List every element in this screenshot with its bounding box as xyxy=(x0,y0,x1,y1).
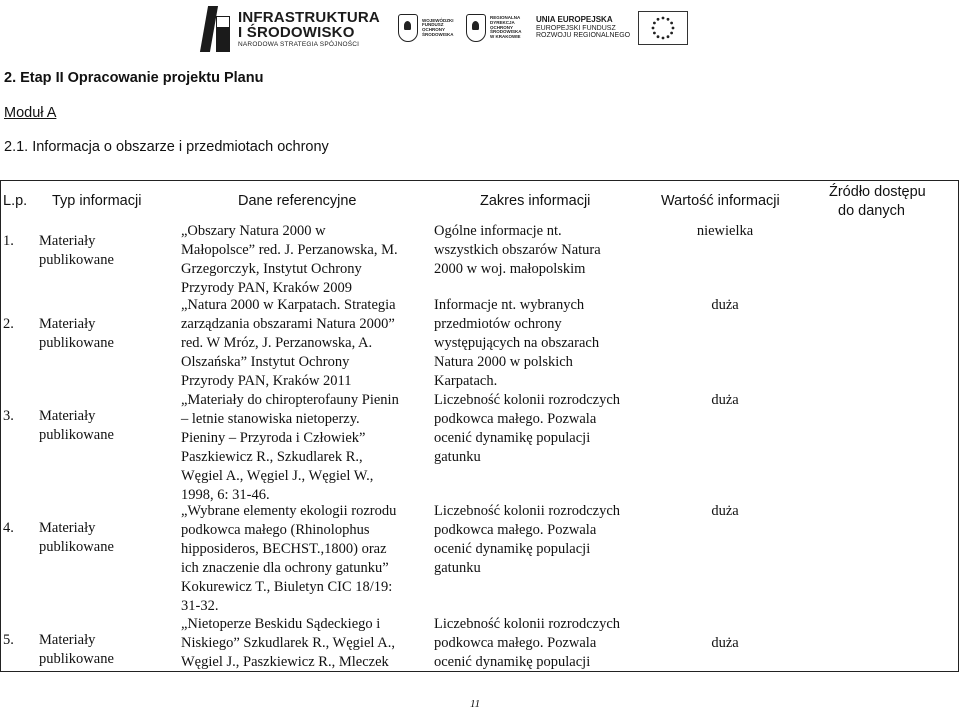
rdos-line: OCHRONY xyxy=(490,24,514,30)
table-row-2-typ: Materiały publikowane xyxy=(39,316,114,351)
table-row-1-wartosc: niewielka xyxy=(696,223,754,239)
wfos-line: FUNDUSZ xyxy=(422,22,444,28)
table-row-5-zakres: Liczebność kolonii rozrodczych podkowca małego. Pozwala ocenić dynamikę populacji xyxy=(434,616,621,670)
table-row-2-wartosc: duża xyxy=(711,297,739,313)
table-row-5-lp: 5. xyxy=(3,632,14,648)
infra-title-1: INFRASTRUKTURA xyxy=(238,8,380,26)
header-zrodlo-1: Źródło dostępu xyxy=(829,184,926,200)
table-row-4-zakres: Liczebność kolonii rozrodczych podkowca małego. Pozwala ocenić dynamikę populacji gatunku xyxy=(434,503,621,576)
table-row-4-lp: 4. xyxy=(3,520,14,536)
header-typ: Typ informacji xyxy=(52,193,142,209)
table-row-2-zakres: Informacje nt. wybranych przedmiotów ochrony występujących na obszarach Natura 2000 w polskich Karpatach. xyxy=(434,297,600,389)
rdos-logo xyxy=(466,11,522,45)
table-row-1-zakres: Ogólne informacje nt. wszystkich obszarów Natura 2000 w woj. małopolskim xyxy=(434,223,601,277)
table-row-2-lp: 2. xyxy=(3,316,14,332)
wfos-line: OCHRONY xyxy=(422,27,446,32)
rdos-emblem-icon xyxy=(466,14,486,42)
table-row-4-typ: Materiały publikowane xyxy=(39,520,114,555)
header-zrodlo-2: do danych xyxy=(838,203,905,219)
eu-flag-icon xyxy=(638,11,688,45)
infrastruktura-logo xyxy=(204,3,380,55)
rdos-line: ŚRODOWISKA xyxy=(490,29,522,35)
subsection-heading: 2.1. Informacja o obszarze i przedmiotach ochrony xyxy=(4,139,329,155)
table-row-3-lp: 3. xyxy=(3,408,14,424)
rdos-line: REGIONALNA xyxy=(490,15,521,21)
eu-line-3: ROZWOJU REGIONALNEGO xyxy=(536,32,631,40)
page-number: 11 xyxy=(470,698,481,710)
eu-line-2: EUROPEJSKI FUNDUSZ xyxy=(536,24,616,32)
module-heading: Moduł A xyxy=(4,105,57,121)
section-heading-etap: 2. Etap II Opracowanie projektu Planu xyxy=(4,70,264,86)
header-dane: Dane referencyjne xyxy=(238,193,357,209)
table-row-5-dane: „Nietoperze Beskidu Sądeckiego i Niskiego” Szkudlarek R., Węgiel A., Węgiel J., Paszkiewicz R., Mleczek xyxy=(181,616,395,670)
table-row-5-wartosc: duża xyxy=(711,635,739,651)
table-row-3-dane: „Materiały do chiropterofauny Pienin – letnie stanowiska nietoperzy. Pieniny – Przyroda i Człowiek” Paszkiewicz R., Szkudlarek R., Węgiel A., Węgiel J., Węgiel W., 1998, 6: 31-46. xyxy=(181,392,399,503)
table-row-2-dane: „Natura 2000 w Karpatach. Strategia zarządzania obszarami Natura 2000” red. W Mróz, J. Perzanowska, A. Olszańska” Instytut Ochrony Przyrody PAN, Kraków 2011 xyxy=(181,297,396,389)
table-row-3-wartosc: duża xyxy=(711,392,739,408)
eu-line-1: UNIA EUROPEJSKA xyxy=(536,14,613,24)
table-row-1-lp: 1. xyxy=(3,233,14,249)
rdos-line: DYREKCJA xyxy=(490,19,515,25)
header-wartosc: Wartość informacji xyxy=(661,193,780,209)
wfos-line: WOJEWÓDZKI xyxy=(422,17,454,23)
table-row-4-wartosc: duża xyxy=(711,503,739,519)
eu-logo xyxy=(536,8,688,48)
header-logos xyxy=(0,0,959,58)
header-lp: L.p. xyxy=(3,193,28,209)
table-row-4-dane: „Wybrane elementy ekologii rozrodu podkowca małego (Rhinolophus hipposideros, BECHST.,1800) oraz ich znaczenie dla ochrony gatunku” Kokurewicz T., Biuletyn CIC 18/19: 31-32. xyxy=(181,503,397,614)
table-row-3-typ: Materiały publikowane xyxy=(39,408,114,443)
wfos-logo xyxy=(398,11,454,45)
table-border xyxy=(0,180,959,181)
table-row-5-typ: Materiały publikowane xyxy=(39,632,114,667)
wfos-line: ŚRODOWISKA xyxy=(422,31,454,37)
sources-table xyxy=(0,180,959,672)
table-row-1-typ: Materiały publikowane xyxy=(39,233,114,268)
wfos-emblem-icon xyxy=(398,14,418,42)
infra-title-2: I ŚRODOWISKO xyxy=(238,23,355,41)
table-row-1-dane: „Obszary Natura 2000 w Małopolsce” red. J. Perzanowska, M. Grzegorczyk, Instytut Ochrony Przyrody PAN, Kraków 2009 xyxy=(181,223,398,296)
header-zakres: Zakres informacji xyxy=(480,193,591,209)
rdos-line: W KRAKOWIE xyxy=(490,34,521,40)
table-border xyxy=(0,180,1,672)
table-row-3-zakres: Liczebność kolonii rozrodczych podkowca małego. Pozwala ocenić dynamikę populacji gatunku xyxy=(434,392,621,465)
infrastruktura-mark-icon xyxy=(204,6,232,52)
infra-subtitle: NARODOWA STRATEGIA SPÓJNOŚCI xyxy=(238,40,360,48)
